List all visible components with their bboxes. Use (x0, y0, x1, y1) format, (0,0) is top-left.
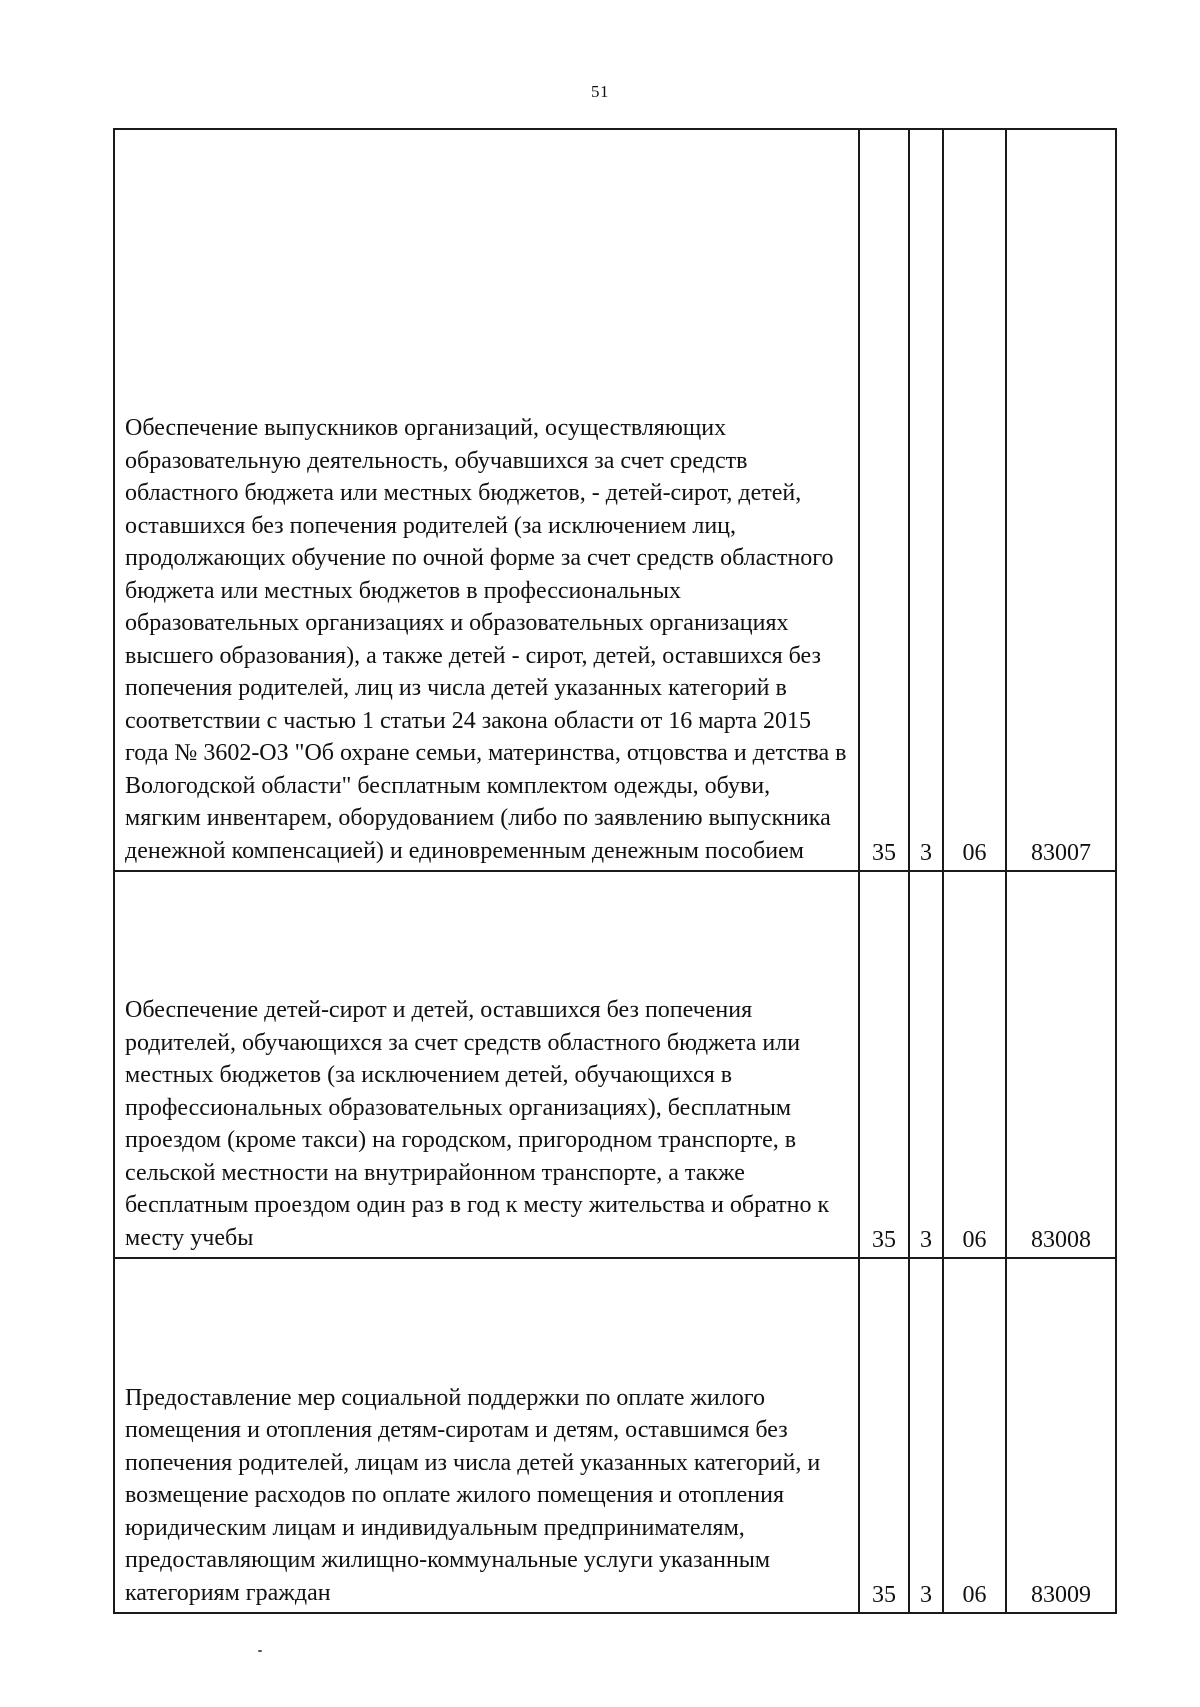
row-code-direction: 83007 (1006, 129, 1116, 871)
row-code-ministry: 35 (859, 871, 909, 1258)
row-code-direction: 83008 (1006, 871, 1116, 1258)
row-code-direction: 83009 (1006, 1258, 1116, 1613)
scan-speck (258, 1650, 262, 1652)
row-description: Обеспечение детей-сирот и детей, оставшихся без попечения родителей, обучающихся за счет средств областного бюджета или местных бюджетов (за исключением детей, обучающихся в профессиональных образовательных организациях), бесплатным проездом (кроме такси) на городском, пригородном транспорте, в сельской местности на внутрирайонном транспорте, а также бесплатным проездом один раз в год к месту жительства и обратно к месту учебы (114, 871, 859, 1258)
table-row (114, 129, 1116, 871)
row-code-ministry: 35 (859, 129, 909, 871)
row-code-program: 3 (909, 871, 943, 1258)
row-code-subprogram: 06 (943, 129, 1006, 871)
row-code-subprogram: 06 (943, 871, 1006, 1258)
row-description: Обеспечение выпускников организаций, осуществляющих образовательную деятельность, обучавшихся за счет средств областного бюджета или местных бюджетов, - детей-сирот, детей, оставшихся без попечения родителей (за исключением лиц, продолжающих обучение по очной форме за счет средств областного бюджета или местных бюджетов в профессиональных образовательных организациях и образовательных организациях высшего образования), а также детей - сирот, детей, оставшихся без попечения родителей, лиц из числа детей указанных категорий в соответствии с частью 1 статьи 24 закона области от 16 марта 2015 года № 3602-ОЗ "Об охране семьи, материнства, отцовства и детства в Вологодской области" бесплатным комплектом одежды, обуви, мягким инвентарем, оборудованием (либо по заявлению выпускника денежной компенсацией) и единовременным денежным пособием (114, 129, 859, 871)
row-code-subprogram: 06 (943, 1258, 1006, 1613)
page-number: 51 (591, 82, 609, 101)
row-code-program: 3 (909, 1258, 943, 1613)
budget-classification-table (113, 128, 1117, 1614)
row-description: Предоставление мер социальной поддержки по оплате жилого помещения и отопления детям-сиротам и детям, оставшимся без попечения родителей, лицам из числа детей указанных категорий, и возмещение расходов по оплате жилого помещения и отопления юридическим лицам и индивидуальным предпринимателям, предоставляющим жилищно-коммунальные услуги указанным категориям граждан (114, 1258, 859, 1613)
table-row (114, 1258, 1116, 1613)
table-row (114, 871, 1116, 1258)
row-code-program: 3 (909, 129, 943, 871)
row-code-ministry: 35 (859, 1258, 909, 1613)
